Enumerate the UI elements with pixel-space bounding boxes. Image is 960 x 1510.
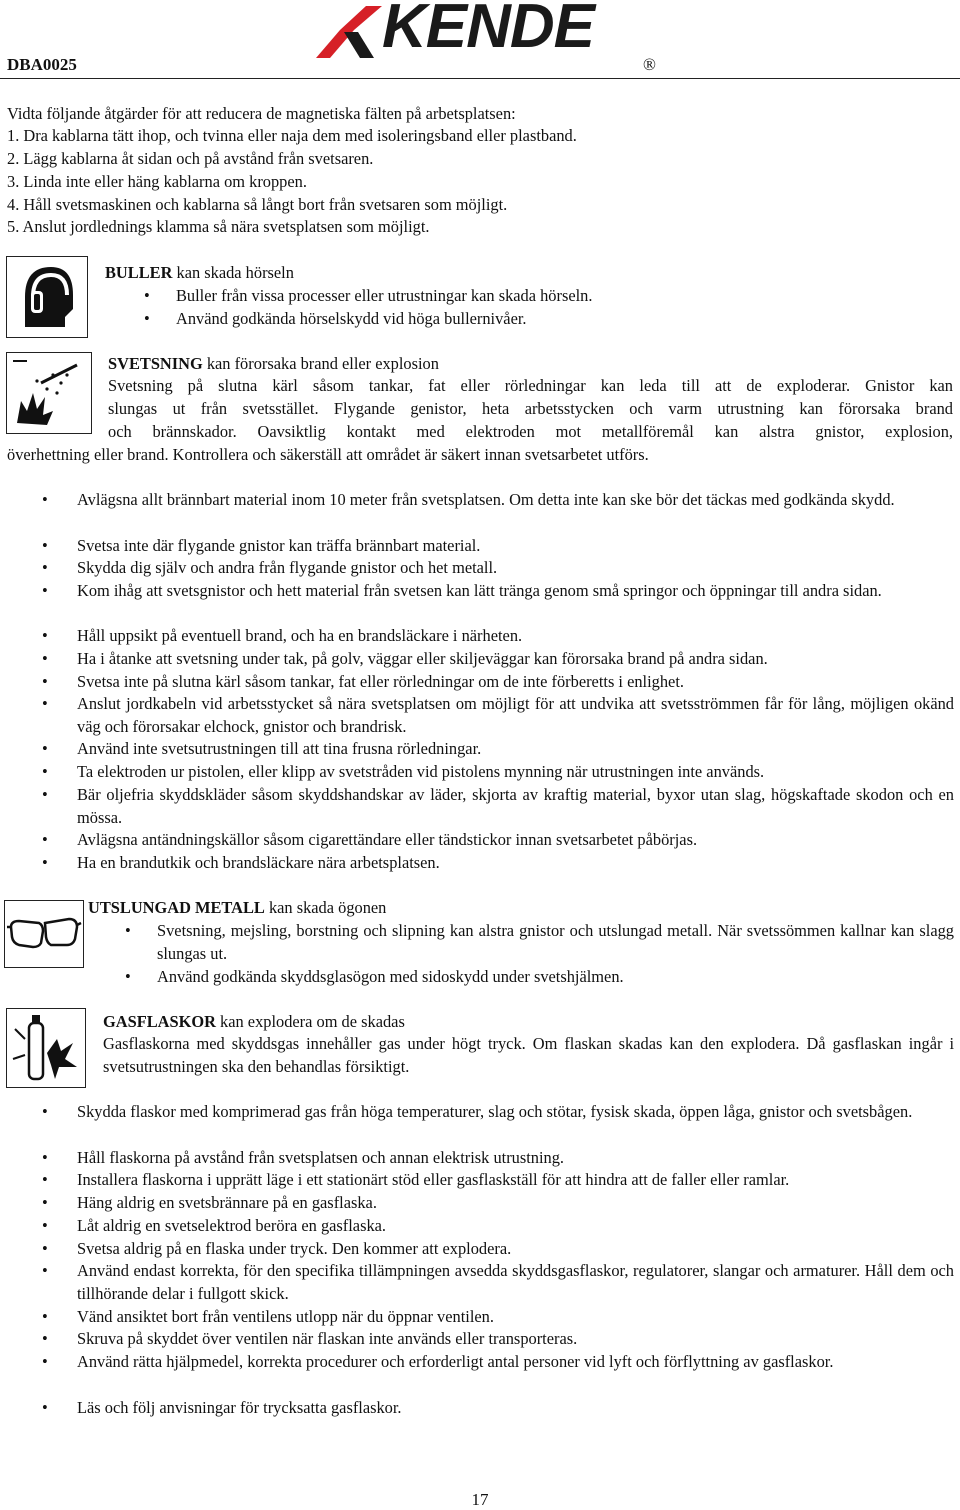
list-item: • Skruva på skyddet över ventilen när flaskan inte används eller transporteras. xyxy=(42,1329,578,1348)
brand-logo xyxy=(310,2,635,60)
list-item: • Använd inte svetsutrustningen till att tina frusna rörledningar. xyxy=(42,739,482,758)
section-title-svetsning: SVETSNING kan förorsaka brand eller explosion xyxy=(108,354,439,373)
paragraph-line: Svetsning på slutna kärl såsom tankar, fat eller rörledningar kan leda till att de exploderar. Gnistor kan xyxy=(108,376,953,395)
list-item: • Låt aldrig en svetselektrod beröra en gasflaska. xyxy=(42,1216,387,1235)
list-item: • Svetsa inte där flygande gnistor kan träffa brännbart material. xyxy=(42,536,481,555)
registered-mark: ® xyxy=(643,55,656,74)
list-item: • Använd rätta hjälpmedel, korrekta procedurer och erforderligt antal personer vid lyft och förflyttning av gasflaskor. xyxy=(42,1352,834,1371)
list-item: • Svetsa aldrig på en flaska under tryck. Den kommer att explodera. xyxy=(42,1239,512,1258)
list-item: • Installera flaskorna i upprätt läge i ett stationärt stöd eller gasflaskställ för att hindra att de faller eller ramlar. xyxy=(42,1170,790,1189)
list-item: • Bär oljefria skyddskläder såsom skyddshandskar av läder, skjorta av kraftig material, byxor utan slag, högskaftade skodon och en mössa. xyxy=(42,785,954,827)
list-item: • Använd godkända skyddsglasögon med sidoskydd under svetshjälmen. xyxy=(125,967,624,986)
list-item: • Anslut jordkabeln vid arbetsstycket så nära svetsplatsen om möjligt för att undvika att svetsströmmen får för lång, möjligen okänd väg och förorsakar elchock, gnistor och brandrisk. xyxy=(42,694,954,736)
document-code: DBA0025 xyxy=(7,55,77,74)
header-rule xyxy=(0,78,960,79)
hearing-protection-icon xyxy=(6,256,88,338)
intro-item: 5. Anslut jordlednings klamma så nära svetsplatsen som möjligt. xyxy=(7,217,430,236)
list-item: • Skydda dig själv och andra från flygande gnistor och het metall. xyxy=(42,558,498,577)
list-item: • Svetsa inte på slutna kärl såsom tankar, fat eller rörledningar om de inte förberetts i enlighet. xyxy=(42,672,684,691)
gas-cylinder-icon xyxy=(6,1008,86,1088)
list-item: • Buller från vissa processer eller utrustningar kan skada hörseln. xyxy=(144,286,593,305)
gasflaskor-paragraph: Gasflaskorna med skyddsgas innehåller gas under högt tryck. Om flaskan skadas kan den explodera. Då gasflaskan ingår i svetsutrustningen ska den behandlas försiktigt. xyxy=(103,1034,954,1076)
intro-item: 4. Håll svetsmaskinen och kablarna så långt bort från svetsaren som möjligt. xyxy=(7,195,508,214)
list-item: • Kom ihåg att svetsgnistor och hett material från svetsen kan lätt tränga genom små springor och öppningar till andra sidan. xyxy=(42,581,882,600)
section-title-buller: BULLER kan skada hörseln xyxy=(105,263,294,282)
list-item: • Ha i åtanke att svetsning under tak, på golv, väggar eller skiljeväggar kan förorsaka brand på andra sidan. xyxy=(42,649,768,668)
list-item: • Använd godkända hörselskydd vid höga bullernivåer. xyxy=(144,309,527,328)
page-number: 17 xyxy=(471,1490,489,1509)
intro-item: 3. Linda inte eller häng kablarna om kroppen. xyxy=(7,172,307,191)
list-item: • Använd endast korrekta, för den specifika tillämpningen avsedda skyddsgasflaskor, regulatorer, slangar och armaturer. Håll dem och tillhörande delar i fullgott skick. xyxy=(42,1261,954,1303)
list-item: • Svetsning, mejsling, borstning och slipning kan alstra gnistor och utslungad metall. När svetssömmen kallnar kan slagg slungas ut. xyxy=(125,921,954,963)
list-item: • Avlägsna allt brännbart material inom 10 meter från svetsplatsen. Om detta inte kan ske bör det täckas med godkända skydd. xyxy=(42,490,895,509)
brand-name: KENDE xyxy=(382,0,595,61)
list-item: • Häng aldrig en svetsbrännare på en gasflaska. xyxy=(42,1193,377,1212)
safety-glasses-icon xyxy=(4,900,84,968)
intro-item: 1. Dra kablarna tätt ihop, och tvinna eller naja dem med isoleringsband eller plastband. xyxy=(7,126,577,145)
paragraph-line: slungas ut från svetsstället. Flygande genistor, heta arbetsstycken och varm utrustning kan förorsaka brand xyxy=(108,399,953,418)
intro-lead: Vidta följande åtgärder för att reducera de magnetiska fälten på arbetsplatsen: xyxy=(7,104,516,123)
list-item: • Avlägsna antändningskällor såsom cigarettändare eller tändstickor innan svetsarbetet påbörjas. xyxy=(42,830,698,849)
section-title-gasflaskor: GASFLASKOR kan explodera om de skadas xyxy=(103,1012,405,1031)
list-item: • Läs och följ anvisningar för trycksatta gasflaskor. xyxy=(42,1398,402,1417)
paragraph-line: och brännskador. Oavsiktlig kontakt med elektroden mot metallföremål kan alstra gnistor, explosion, xyxy=(108,422,953,441)
logo-mark-icon xyxy=(310,2,390,60)
intro-item: 2. Lägg kablarna åt sidan och på avstånd från svetsaren. xyxy=(7,149,374,168)
list-item: • Vänd ansiktet bort från ventilens utlopp när du öppnar ventilen. xyxy=(42,1307,494,1326)
list-item: • Håll uppsikt på eventuell brand, och ha en brandsläckare i närheten. xyxy=(42,626,523,645)
paragraph-line: överhettning eller brand. Kontrollera och säkerställ att området är säkert innan svetsarbetet utförs. xyxy=(7,445,649,464)
fire-explosion-icon xyxy=(6,352,92,434)
section-title-utslungad: UTSLUNGAD METALL kan skada ögonen xyxy=(88,898,387,917)
list-item: • Ta elektroden ur pistolen, eller klipp av svetstråden vid pistolens mynning när utrustningen inte används. xyxy=(42,762,765,781)
list-item: • Håll flaskorna på avstånd från svetsplatsen och annan elektrisk utrustning. xyxy=(42,1148,565,1167)
list-item: • Skydda flaskor med komprimerad gas från höga temperaturer, slag och stötar, fysisk skada, öppen låga, gnistor och svetsbågen. xyxy=(42,1102,913,1121)
list-item: • Ha en brandutkik och brandsläckare nära arbetsplatsen. xyxy=(42,853,440,872)
